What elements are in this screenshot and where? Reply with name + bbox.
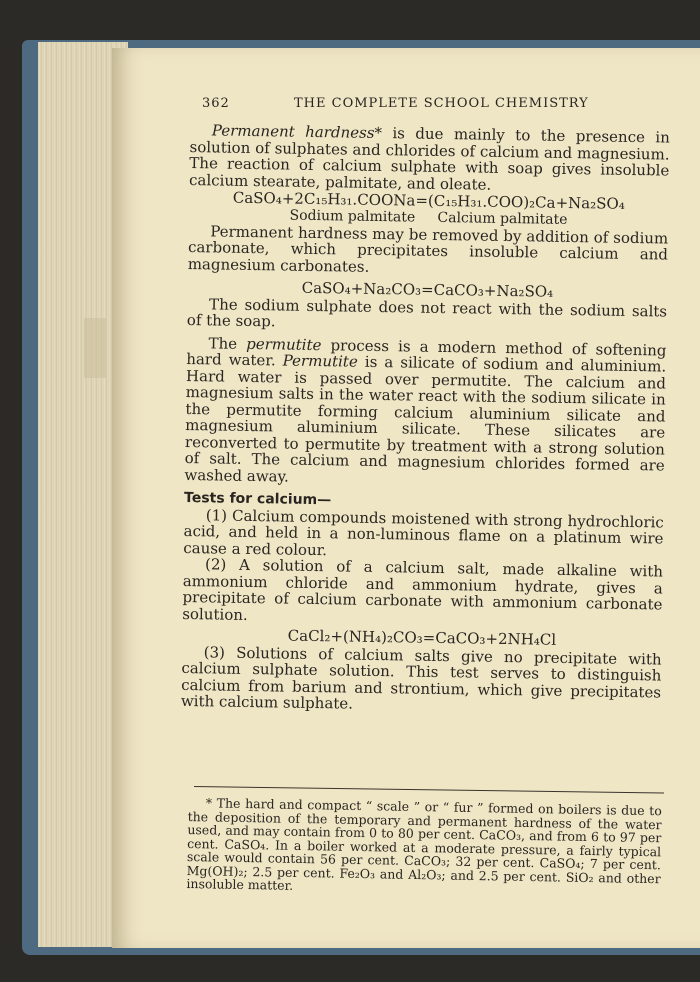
equation-labels: Sodium palmitate Calcium palmitate (289, 207, 568, 228)
footnote-rule (194, 786, 664, 794)
text: process is a modern method of softening hard water. (186, 335, 667, 370)
equation-carbonate: CaSO₄+Na₂CO₃=CaCO₃+Na₂SO₄ (301, 278, 554, 301)
text: The (208, 333, 247, 353)
term-permutite-2: Permutite (282, 351, 358, 371)
equation-ammonium: CaCl₂+(NH₄)₂CO₃=CaCO₃+2NH₄Cl (287, 626, 557, 649)
text: is a silicate of sodium and aluminium. Hard water is passed over permutite. The calcium and magnesium salts in the water react with the sodium silicate in the permutite forming calcium aluminium silicate and magnesium aluminium silicate. These silicates are reconverted to permutite by treatment with a strong solution of salt. The calcium and magnesium chlorides formed are washed away. (184, 352, 667, 486)
footnote (186, 796, 662, 899)
tests-list (181, 506, 664, 717)
section-heading: Tests for calcium— (183, 489, 332, 509)
paragraph-permutite (184, 334, 666, 490)
paragraph-permanent-hardness (189, 122, 670, 196)
footnote-text: * The hard and compact “ scale ” or “ fur ” formed on boilers is due to the deposition of the temporary and permanent hardness of the water used, and may contain from 0 to 80 per cent. CaCO₃, and from 6 to 97 per cent. CaSO₄. In a boiler worked at a moderate pressure, a fairly typical scale would contain 56 per cent. CaCO₃; 32 per cent. CaSO₄; 7 per cent. Mg(OH)₂; 2.5 per cent. Fe₂O₃ and Al₂O₃; and 2.5 per cent. SiO₂ and other insoluble matter. (186, 795, 662, 893)
test-item: (1) Calcium compounds moistened with strong hydrochloric acid, and held in a non-luminous flame on a platinum wire cause a red colour. (183, 505, 664, 559)
term-permanent-hardness: Permanent hardness* (211, 121, 383, 143)
paragraph-sodium-sulphate: The sodium sulphate does not react with the sodium salts of the soap. (186, 294, 668, 331)
paragraph-text: is due mainly to the presence in solution of sulphates and chlorides of calcium and magnesium. The reaction of calcium sulphate with soap gives insoluble calcium stearate, palmitate, and oleate. (188, 124, 670, 194)
term-permutite: permutite (246, 334, 322, 354)
book-page (112, 48, 700, 948)
test-item: (3) Solutions of calcium salts give no precipitate with calcium sulphate solution. This test serves to distinguish calcium from barium and strontium, which give precipitates with calcium sulphate. (180, 642, 662, 713)
running-head: THE COMPLETE SCHOOL CHEMISTRY (294, 96, 589, 111)
page-number: 362 (202, 96, 230, 111)
gutter-stain (84, 318, 106, 378)
test-item: (2) A solution of a calcium salt, made alkaline with ammonium chloride and ammonium hydrate, gives a precipitate of calcium carbonate with ammonium carbonate solution. (182, 555, 664, 624)
page-header (202, 96, 662, 118)
paragraph-removal: Permanent hardness may be removed by addition of sodium carbonate, which precipitates insoluble calcium and magnesium carbonates. (187, 221, 669, 276)
equation-soap: CaSO₄+2C₁₅H₃₁.COONa=(C₁₅H₃₁.COO)₂Ca+Na₂SO₄ (232, 188, 625, 213)
page-body (181, 122, 670, 717)
